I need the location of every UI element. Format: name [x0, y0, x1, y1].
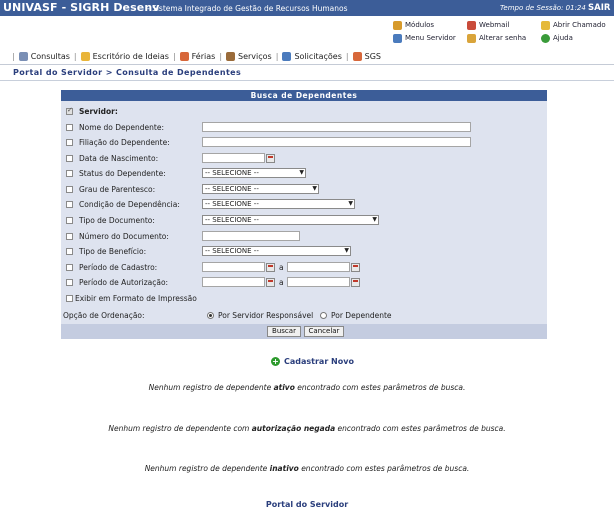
impressao-label: Exibir em Formato de Impressão: [75, 293, 197, 303]
calendar-icon[interactable]: [266, 278, 275, 287]
cadastrar-novo-link[interactable]: + Cadastrar Novo: [272, 357, 354, 366]
periodo-cadastro-label: Período de Cadastro:: [79, 262, 158, 272]
cadastro-inicio-input[interactable]: [202, 262, 265, 272]
modulos-link[interactable]: Módulos: [393, 19, 434, 31]
mail-icon: [467, 21, 476, 30]
menu-ferias[interactable]: Férias: [180, 52, 216, 61]
person-icon: [226, 52, 235, 61]
servidor-checkbox[interactable]: [66, 108, 73, 115]
tipo-documento-checkbox[interactable]: [66, 217, 73, 224]
nome-label: Nome do Dependente:: [79, 122, 164, 132]
tipo-beneficio-label: Tipo de Benefício:: [79, 246, 147, 256]
top-bar: [0, 0, 614, 16]
session-timer: Tempo de Sessão: 01:24: [500, 4, 586, 12]
alterar-senha-link[interactable]: Alterar senha: [467, 32, 526, 44]
lightbulb-icon: [81, 52, 90, 61]
vacation-icon: [180, 52, 189, 61]
webmail-link[interactable]: Webmail: [467, 19, 509, 31]
main-menu: | Consultas | Escritório de Ideias | Férias | Serviços | Solicitações | SGS: [0, 48, 614, 65]
user-area: [0, 16, 614, 45]
search-icon: [19, 52, 28, 61]
logout-link[interactable]: SAIR: [588, 3, 611, 13]
calendar-icon[interactable]: [351, 263, 360, 272]
filiacao-label: Filiação do Dependente:: [79, 137, 170, 147]
menu-escritorio-ideias[interactable]: Escritório de Ideias: [81, 52, 169, 61]
order-dependente-radio[interactable]: [320, 312, 327, 319]
order-servidor-radio[interactable]: [207, 312, 214, 319]
calendar-icon[interactable]: [266, 154, 275, 163]
order-servidor-label: Por Servidor Responsável: [218, 310, 314, 320]
breadcrumb: Portal do Servidor > Consulta de Dependentes: [13, 68, 242, 77]
message-inativo: Nenhum registro de dependente inativo encontrado com estes parâmetros de busca.: [144, 464, 470, 473]
portal-servidor-link[interactable]: Portal do Servidor: [265, 500, 349, 509]
form-footer: [61, 324, 547, 339]
servidor-label: Servidor:: [79, 106, 118, 116]
add-icon: +: [272, 357, 279, 366]
periodo-autorizacao-checkbox[interactable]: [66, 279, 73, 286]
ticket-icon: [541, 21, 550, 30]
autorizacao-fim-input[interactable]: [287, 277, 350, 287]
nascimento-input[interactable]: [202, 153, 265, 163]
document-icon: [282, 52, 291, 61]
modules-icon: [393, 21, 402, 30]
menu-servicos[interactable]: Serviços: [226, 52, 272, 61]
nome-checkbox[interactable]: [66, 124, 73, 131]
calendar-icon[interactable]: [266, 263, 275, 272]
ordering-label: Opção de Ordenação:: [63, 310, 145, 320]
autorizacao-inicio-input[interactable]: [202, 277, 265, 287]
nascimento-label: Data de Nascimento:: [79, 153, 159, 163]
form-title: Busca de Dependentes: [61, 90, 547, 101]
periodo-autorizacao-label: Período de Autorização:: [79, 277, 169, 287]
tipo-beneficio-select[interactable]: -- SELECIONE -- ▼: [202, 246, 351, 256]
key-icon: [467, 34, 476, 43]
menu-solicitacoes[interactable]: Solicitações: [282, 52, 341, 61]
tipo-beneficio-checkbox[interactable]: [66, 248, 73, 255]
filiacao-checkbox[interactable]: [66, 139, 73, 146]
order-dependente-label: Por Dependente: [331, 310, 392, 320]
grau-label: Grau de Parentesco:: [79, 184, 156, 194]
search-button[interactable]: Buscar: [267, 326, 301, 337]
grau-select[interactable]: -- SELECIONE -- ▼: [202, 184, 319, 194]
status-checkbox[interactable]: [66, 170, 73, 177]
tipo-documento-select[interactable]: -- SELECIONE -- ▼: [202, 215, 379, 225]
system-subtitle: - Sistema Integrado de Gestão de Recursos Humanos: [147, 4, 348, 13]
menu-icon: [393, 34, 402, 43]
numero-documento-input[interactable]: [202, 231, 300, 241]
search-form: [61, 90, 547, 339]
condicao-label: Condição de Dependência:: [79, 199, 180, 209]
menu-consultas[interactable]: Consultas: [19, 52, 70, 61]
nome-input[interactable]: [202, 122, 471, 132]
tipo-documento-label: Tipo de Documento:: [79, 215, 155, 225]
range-separator: a: [279, 277, 284, 287]
periodo-cadastro-checkbox[interactable]: [66, 264, 73, 271]
divider: [0, 80, 614, 81]
grau-checkbox[interactable]: [66, 186, 73, 193]
status-select[interactable]: -- SELECIONE -- ▼: [202, 168, 306, 178]
ajuda-link[interactable]: Ajuda: [541, 32, 573, 44]
health-icon: [353, 52, 362, 61]
menu-sgs[interactable]: SGS: [353, 52, 381, 61]
menu-servidor-link[interactable]: Menu Servidor: [393, 32, 456, 44]
message-autorizacao-negada: Nenhum registro de dependente com autorização negada encontrado com estes parâmetros de busca.: [108, 424, 506, 433]
range-separator: a: [279, 262, 284, 272]
nascimento-checkbox[interactable]: [66, 155, 73, 162]
cancel-button[interactable]: Cancelar: [304, 326, 344, 337]
filiacao-input[interactable]: [202, 137, 471, 147]
system-name: UNIVASF - SIGRH Desenv: [3, 1, 160, 14]
numero-documento-checkbox[interactable]: [66, 233, 73, 240]
numero-documento-label: Número do Documento:: [79, 231, 169, 241]
message-ativo: Nenhum registro de dependente ativo encontrado com estes parâmetros de busca.: [148, 383, 466, 392]
cadastro-fim-input[interactable]: [287, 262, 350, 272]
condicao-checkbox[interactable]: [66, 201, 73, 208]
status-label: Status do Dependente:: [79, 168, 166, 178]
help-icon: [541, 34, 550, 43]
condicao-select[interactable]: -- SELECIONE -- ▼: [202, 199, 355, 209]
abrir-chamado-link[interactable]: Abrir Chamado: [541, 19, 606, 31]
calendar-icon[interactable]: [351, 278, 360, 287]
impressao-checkbox[interactable]: [66, 295, 73, 302]
